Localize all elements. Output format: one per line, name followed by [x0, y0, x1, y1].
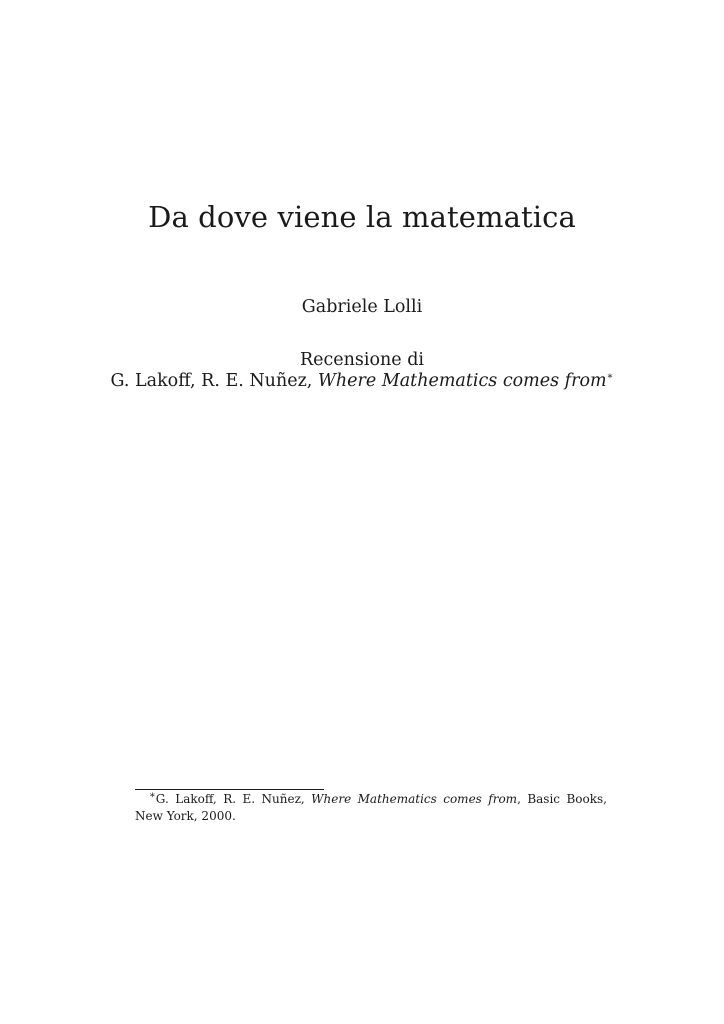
review-subtitle: [0, 350, 724, 392]
footnote-mark: ∗: [149, 790, 156, 801]
footnote-reference-mark[interactable]: ∗: [606, 371, 614, 383]
footnote-authors: G. Lakoff, R. E. Nuñez,: [155, 792, 312, 806]
footnote-divider: [135, 789, 324, 790]
review-label: Recensione di: [299, 350, 425, 370]
footnote-publisher-info: , Basic Books, New York, 2000.: [135, 792, 607, 823]
footnote: [135, 791, 607, 825]
reviewed-book-authors: G. Lakoff, R. E. Nuñez,: [110, 371, 318, 391]
author-name: Gabriele Lolli: [301, 297, 423, 317]
footnote-book-title: Where Mathematics comes from: [311, 792, 518, 806]
page-title: Da dove viene la matematica: [148, 200, 576, 234]
reviewed-book-line: [0, 371, 724, 392]
reviewed-book-title: Where Mathematics comes from: [317, 371, 607, 391]
